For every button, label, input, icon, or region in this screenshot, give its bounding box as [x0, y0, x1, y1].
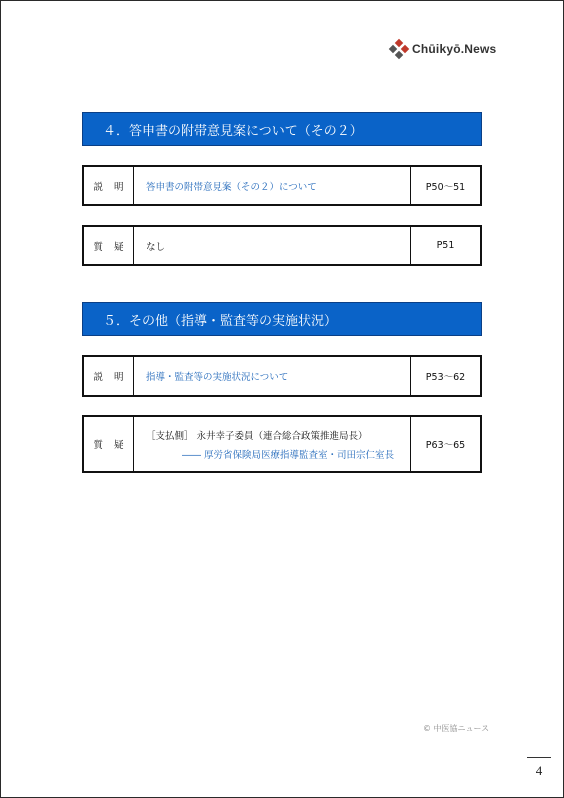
- row-body: [134, 167, 410, 204]
- row-body: [134, 417, 410, 471]
- row-page-ref: P50～51: [410, 167, 480, 204]
- row-body-text: 指導・監査等の実施状況について: [146, 372, 289, 383]
- table-row-qa-4: [82, 225, 482, 266]
- row-body: [134, 227, 410, 264]
- section-heading-4: [82, 112, 482, 146]
- copyright-notice: © 中医協ニュース: [423, 724, 490, 733]
- section-title: ４．答申書の附帯意見案について（その２）: [103, 123, 363, 139]
- page-number: 4: [535, 763, 543, 778]
- logo: [390, 40, 496, 58]
- row-label: 質 疑: [84, 417, 134, 471]
- table-row-explanation-4: [82, 165, 482, 206]
- row-body-text-respondent: ―― 厚労省保険局医療指導監査室・司田宗仁室長: [182, 449, 395, 461]
- table-row-qa-5: [82, 415, 482, 473]
- logo-text: Chūikyō.News: [412, 42, 497, 56]
- page-number-rule: [527, 757, 551, 758]
- row-page-ref: P63～65: [410, 417, 480, 471]
- row-body-text: 答申書の附帯意見案（その２）について: [146, 181, 317, 193]
- row-body-text: なし: [146, 241, 166, 253]
- row-page-ref: P51: [410, 227, 480, 264]
- logo-mark-icon: [390, 40, 408, 58]
- row-label: 説 明: [84, 167, 134, 204]
- row-label: 質 疑: [84, 227, 134, 264]
- row-body: [134, 357, 410, 395]
- row-label: 説 明: [84, 357, 134, 395]
- section-heading-5: [82, 302, 482, 336]
- row-body-text-speaker: ［支払側］ 永井幸子委員（連合総合政策推進局長）: [146, 430, 368, 442]
- table-row-explanation-5: [82, 355, 482, 397]
- row-page-ref: P53～62: [410, 357, 480, 395]
- section-title: ５．その他（指導・監査等の実施状況）: [103, 313, 338, 329]
